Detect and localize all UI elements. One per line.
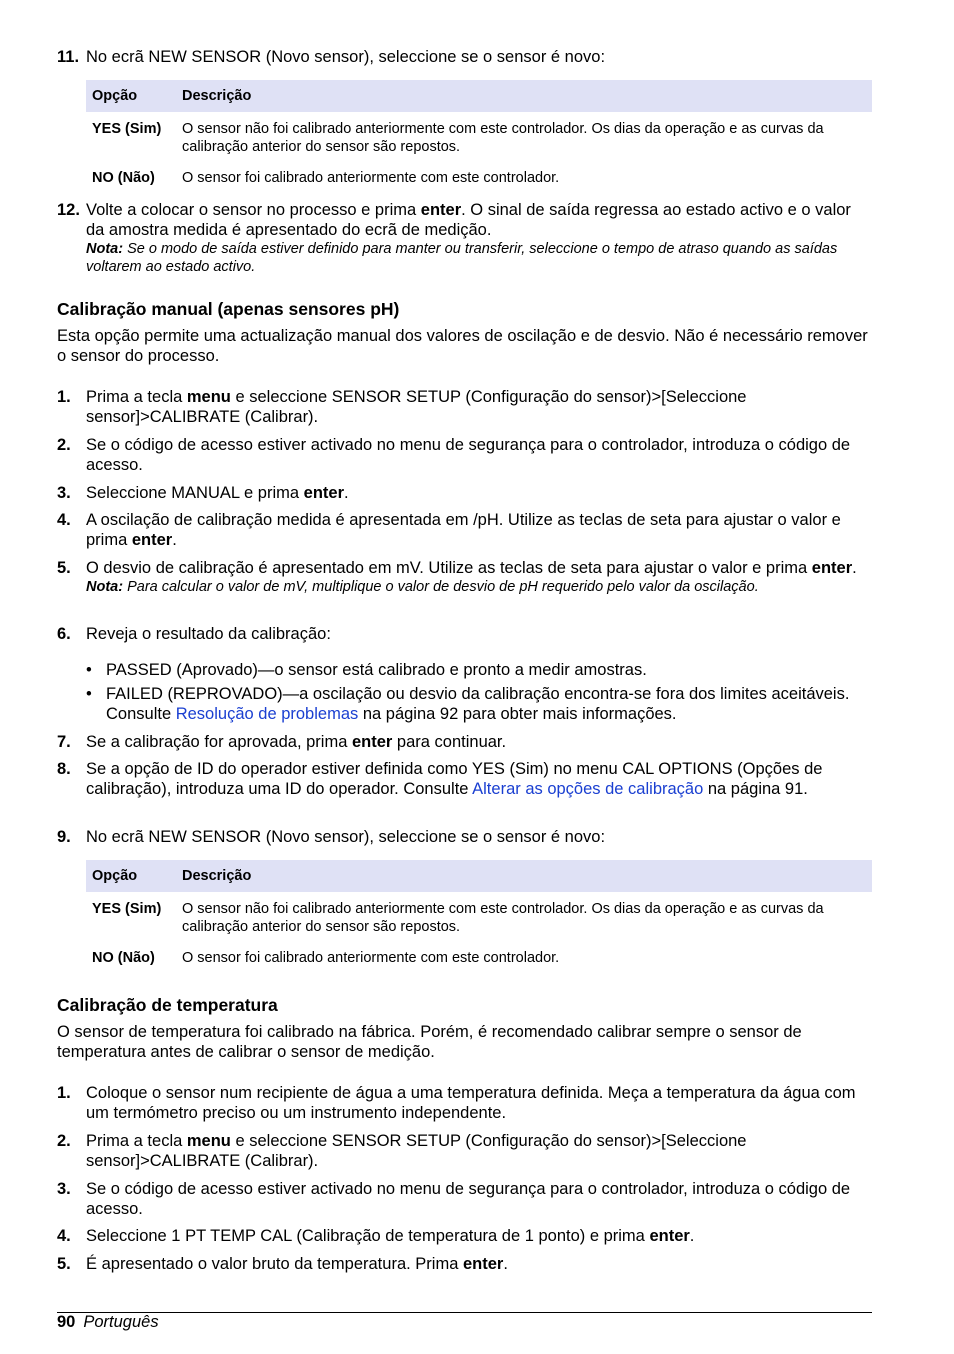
step-number: 3.	[57, 1180, 71, 1198]
options-table-1	[86, 80, 872, 194]
step-text	[86, 759, 872, 799]
table-row	[86, 163, 872, 194]
step-number: 3.	[57, 484, 71, 502]
text-run: Prima a tecla	[86, 1132, 187, 1150]
table-row	[86, 943, 872, 974]
step-text	[86, 1226, 872, 1246]
step-number: 2.	[57, 436, 71, 454]
step-number: 9.	[57, 828, 71, 846]
step-number: 1.	[57, 388, 71, 406]
text-run: A oscilação de calibração medida é apresentada em /pH. Utilize as teclas de seta para ajustar o valor e prima	[86, 511, 841, 549]
section-intro: O sensor de temperatura foi calibrado na fábrica. Porém, é recomendado calibrar sempre o sensor de temperatura antes de calibrar o sensor de medição.	[57, 1023, 802, 1061]
text-run: Seleccione MANUAL e prima	[86, 484, 304, 502]
step-number: 5.	[57, 559, 71, 577]
key-name: enter	[462, 1255, 504, 1273]
text-run: Se a calibração for aprovada, prima	[86, 733, 352, 751]
step-text: Se o código de acesso estiver activado no menu de segurança para o controlador, introduza o código de acesso.	[86, 436, 851, 474]
text-run: na página 92 para obter mais informações.	[358, 705, 677, 723]
step-text	[86, 387, 872, 427]
footer-language: Português	[83, 1313, 159, 1331]
key-name: menu	[186, 1132, 231, 1150]
page-number: 90	[57, 1313, 76, 1331]
key-name: enter	[811, 559, 853, 577]
step-number: 11.	[57, 48, 80, 66]
note-label: Nota:	[86, 579, 124, 595]
key-name: enter	[303, 484, 345, 502]
key-name: menu	[186, 388, 231, 406]
header-option: Opção	[86, 80, 176, 112]
table-row	[86, 112, 872, 163]
text-run: Volte a colocar o sensor no processo e prima	[86, 201, 421, 219]
text-run: .	[689, 1227, 695, 1245]
description-cell: O sensor não foi calibrado anteriormente com este controlador. Os dias da operação e as curvas da calibração anterior do sensor são repostos.	[182, 121, 824, 155]
text-run: É apresentado o valor bruto da temperatura. Prima	[86, 1255, 463, 1273]
step-number: 4.	[57, 1227, 71, 1245]
note-text: Se o modo de saída estiver definido para manter ou transferir, seleccione o tempo de atraso quando as saídas voltarem ao estado activo.	[86, 241, 838, 275]
text-run: .	[852, 559, 857, 577]
option-cell: YES (Sim)	[92, 121, 162, 137]
text-run: .	[344, 484, 349, 502]
table-header-row	[86, 80, 872, 112]
text-run: e seleccione SENSOR SETUP (Configuração do sensor)>[Seleccione sensor]>CALIBRATE (Calibrar).	[86, 388, 747, 426]
text-run: .	[172, 531, 177, 549]
step-text	[86, 483, 872, 503]
text-run: Seleccione 1 PT TEMP CAL (Calibração de temperatura de 1 ponto) e prima	[86, 1227, 650, 1245]
link-troubleshooting[interactable]: Resolução de problemas	[175, 705, 359, 723]
header-description: Descrição	[176, 80, 872, 112]
text-run: .	[503, 1255, 508, 1273]
text-run: e seleccione SENSOR SETUP (Configuração do sensor)>[Seleccione sensor]>CALIBRATE (Calibrar).	[86, 1132, 747, 1170]
header-option: Opção	[86, 860, 176, 892]
text-run: FAILED (REPROVADO)—a oscilação ou desvio da calibração encontra-se fora dos limites aceitáveis. Consulte	[106, 685, 850, 723]
description-cell: O sensor não foi calibrado anteriormente com este controlador. Os dias da operação e as curvas da calibração anterior do sensor são repostos.	[182, 901, 824, 935]
table-row	[86, 892, 872, 943]
option-cell: NO (Não)	[92, 950, 155, 966]
note-text: Para calcular o valor de mV, multiplique o valor de desvio de pH requerido pelo valor da oscilação.	[123, 579, 759, 595]
step-number: 7.	[57, 733, 71, 751]
key-name: enter	[351, 733, 393, 751]
description-cell: O sensor foi calibrado anteriormente com este controlador.	[182, 170, 560, 186]
section-heading-manual-calibration: Calibração manual (apenas sensores pH)	[57, 299, 400, 319]
page-footer	[57, 1312, 159, 1332]
step-number: 12.	[57, 201, 80, 219]
bullet-text	[106, 684, 872, 724]
step-text	[86, 1254, 872, 1274]
step-number: 2.	[57, 1132, 71, 1150]
note	[86, 240, 872, 276]
step-text: No ecrã NEW SENSOR (Novo sensor), seleccione se o sensor é novo:	[86, 48, 606, 66]
footer-rule	[57, 1312, 872, 1313]
text-run: para continuar.	[392, 733, 507, 751]
text-run: Prima a tecla	[86, 388, 187, 406]
bullet-text: PASSED (Aprovado)—o sensor está calibrado e pronto a medir amostras.	[106, 661, 647, 679]
step-number: 1.	[57, 1084, 71, 1102]
step-text: Se o código de acesso estiver activado no menu de segurança para o controlador, introduza o código de acesso.	[86, 1180, 851, 1218]
step-text	[86, 732, 872, 752]
step-number: 8.	[57, 760, 71, 778]
text-run: na página 91.	[703, 780, 808, 798]
link-calibration-options[interactable]: Alterar as opções de calibração	[472, 780, 704, 798]
header-description: Descrição	[176, 860, 872, 892]
key-name: enter	[131, 531, 173, 549]
option-cell: YES (Sim)	[92, 901, 162, 917]
description-cell: O sensor foi calibrado anteriormente com este controlador.	[182, 950, 560, 966]
step-number: 5.	[57, 1255, 71, 1273]
table-header-row	[86, 860, 872, 892]
step-text: Reveja o resultado da calibração:	[86, 625, 331, 643]
option-cell: NO (Não)	[92, 170, 155, 186]
step-text	[86, 200, 872, 276]
text-run: Se a opção de ID do operador estiver definida como YES (Sim) no menu CAL OPTIONS (Opções de calibração), introduza uma ID do operador. Consulte	[86, 760, 823, 798]
note	[86, 578, 872, 596]
note-label: Nota:	[86, 241, 124, 257]
bullet-mark: •	[86, 661, 92, 679]
section-heading-temperature-calibration: Calibração de temperatura	[57, 995, 278, 1015]
step-text	[86, 510, 872, 550]
text-run: . O sinal de saída regressa ao estado activo e o valor da amostra medida é apresentado do ecrã de medição.	[86, 201, 851, 239]
key-name: enter	[420, 201, 462, 219]
bullet-mark: •	[86, 685, 92, 703]
section-intro: Esta opção permite uma actualização manual dos valores de oscilação e de desvio. Não é necessário remover o sensor do processo.	[57, 327, 868, 365]
options-table-2	[86, 860, 872, 974]
step-text: No ecrã NEW SENSOR (Novo sensor), seleccione se o sensor é novo:	[86, 828, 606, 846]
text-run: O desvio de calibração é apresentado em mV. Utilize as teclas de seta para ajustar o valor e prima	[86, 559, 812, 577]
step-text	[86, 1131, 872, 1171]
step-text: Coloque o sensor num recipiente de água a uma temperatura definida. Meça a temperatura da água com um termómetro preciso ou um instrumento independente.	[86, 1084, 856, 1122]
step-number: 4.	[57, 511, 71, 529]
key-name: enter	[649, 1227, 690, 1245]
step-number: 6.	[57, 625, 71, 643]
step-text	[86, 558, 872, 596]
